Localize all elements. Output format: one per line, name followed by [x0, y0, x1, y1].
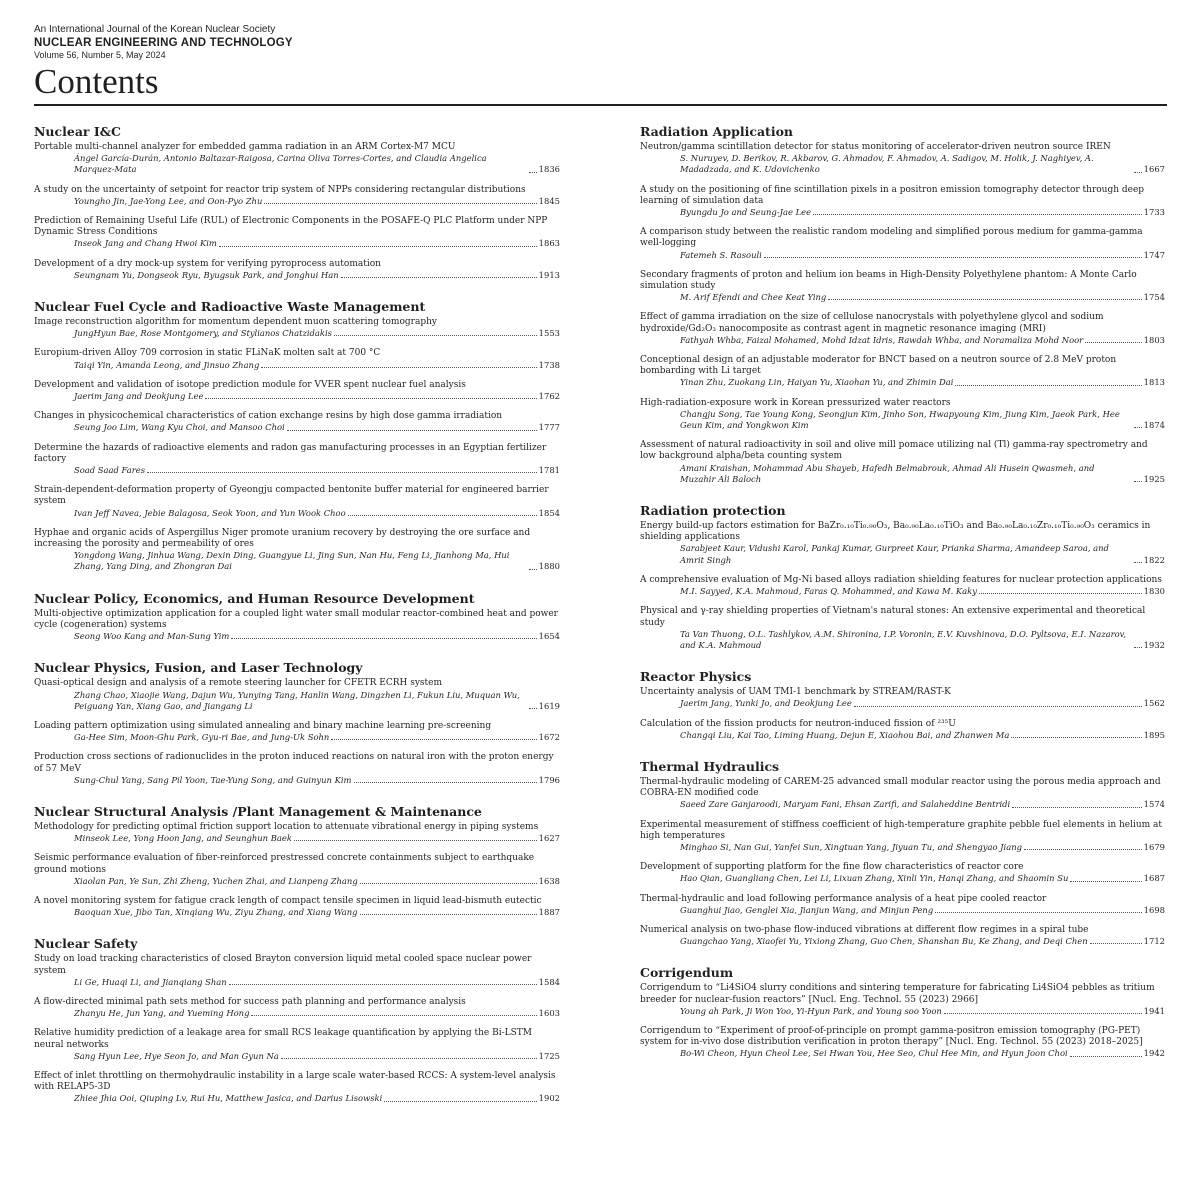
page-number[interactable]: 1698	[1143, 904, 1165, 915]
page-number[interactable]: 1932	[1143, 639, 1165, 650]
page-number[interactable]: 1712	[1143, 936, 1165, 947]
toc-entry[interactable]	[34, 609, 560, 643]
toc-entry[interactable]	[34, 185, 560, 207]
toc-entry[interactable]	[640, 862, 1165, 884]
section-title: Nuclear Policy, Economics, and Human Resource Development	[34, 590, 475, 606]
authors-row	[640, 153, 1165, 175]
authors-row	[34, 631, 560, 642]
article-title[interactable]: Thermal-hydraulic and load following performance analysis of a heat pipe cooled reactor	[640, 893, 1047, 904]
dot-leader	[354, 782, 537, 783]
authors-row	[640, 629, 1165, 651]
article-authors: Amani Kraishan, Mohammad Abu Shayeb, Hafedh Belmabrouk, Ahmad Ali Husein Qwasmeh, and Muzahir Ali Baloch	[680, 462, 1095, 484]
dot-leader	[294, 840, 537, 841]
authors-row	[34, 907, 560, 918]
toc-section	[34, 936, 560, 1104]
article-title[interactable]: Portable multi-channel analyzer for embedded gamma radiation in an ARM Cortex-M7 MCU	[34, 142, 456, 152]
toc-section	[640, 965, 1165, 1059]
toc-entry[interactable]	[640, 521, 1165, 566]
authors-row	[34, 238, 560, 249]
authors-row	[34, 153, 560, 175]
article-title[interactable]: Neutron/gamma scintillation detector for status monitoring of accelerator-driven neutron source IREN	[640, 142, 1111, 152]
dot-leader	[348, 515, 537, 516]
page-number[interactable]: 1687	[1143, 873, 1165, 884]
dot-leader	[935, 912, 1141, 913]
page-title: Contents	[34, 62, 159, 101]
authors-row	[640, 936, 1165, 947]
page-number[interactable]: 1733	[1143, 207, 1165, 218]
authors-row	[34, 508, 560, 519]
authors-row	[640, 799, 1165, 810]
toc-entry[interactable]	[640, 606, 1165, 651]
toc-entry[interactable]	[640, 142, 1165, 176]
authors-row	[34, 196, 560, 207]
toc-entry[interactable]	[640, 440, 1165, 485]
toc-entry[interactable]	[640, 983, 1165, 1017]
dot-leader	[1011, 737, 1141, 738]
article-authors: Jaerim Jang, Yunki Jo, and Deokjung Lee	[680, 698, 852, 709]
article-authors: Ta Van Thuong, O.L. Tashlykov, A.M. Shironina, I.P. Voronin, E.V. Kuvshinova, D.O. Pyltsova, E.I. Nazarov, and K.A. Mahmoud	[680, 628, 1127, 650]
article-title[interactable]: Energy build-up factors estimation for BaZr₀.₁₀Ti₀.₉₀O₃, Ba₀.₉₀La₀.₁₀TiO₃ and Ba₀.₉₀La₀.₁₀Zr₀.₁₀Ti₀.₉₀O₃ ceramics in shielding applications	[640, 521, 1151, 543]
authors-row	[640, 409, 1165, 431]
page-number[interactable]: 1902	[538, 1093, 560, 1104]
toc-section	[34, 591, 560, 643]
page-number[interactable]: 1562	[1143, 698, 1165, 709]
page-number[interactable]: 1781	[538, 465, 560, 476]
page-number[interactable]: 1796	[538, 774, 560, 785]
article-authors: Byungdu Jo and Seung-Jae Lee	[680, 207, 812, 218]
toc-entry[interactable]	[640, 398, 1165, 432]
dot-leader	[360, 914, 537, 915]
article-title[interactable]: Development and validation of isotope prediction module for VVER spent nuclear fuel analysis	[34, 379, 466, 390]
authors-row	[640, 905, 1165, 916]
toc-entry[interactable]	[640, 270, 1165, 304]
article-authors: Young ah Park, Ji Won Yoo, Yi-Hyun Park, and Young soo Yoon	[680, 1005, 942, 1016]
toc-section	[640, 759, 1165, 947]
authors-row	[640, 377, 1165, 388]
section-title: Radiation protection	[640, 503, 786, 519]
article-authors: Li Ge, Huaqi Li, and Jianqiang Shan	[74, 976, 227, 987]
article-authors: Baoquan Xue, Jibo Tan, Xinqiang Wu, Ziyu Zhang, and Xiang Wang	[74, 907, 358, 918]
article-title[interactable]: Seismic performance evaluation of fiber-reinforced prestressed concrete containments subject to earthquake ground motions	[34, 853, 535, 875]
authors-row	[34, 1051, 560, 1062]
toc-entry[interactable]	[640, 719, 1165, 741]
article-title[interactable]: Image reconstruction algorithm for momentum dependent muon scattering tomography	[34, 317, 437, 328]
toc-entry[interactable]	[640, 820, 1165, 854]
article-title[interactable]: Quasi-optical design and analysis of a remote steering launcher for CFETR ECRH system	[34, 678, 443, 689]
page-number[interactable]: 1747	[1143, 249, 1165, 260]
article-title[interactable]: Changes in physicochemical characteristics of cation exchange resins by high dose gamma irradiation	[34, 411, 503, 422]
toc-entry[interactable]	[34, 997, 560, 1019]
toc-entry[interactable]	[640, 1026, 1165, 1060]
dot-leader	[1134, 481, 1142, 482]
toc-entry[interactable]	[34, 317, 560, 339]
toc-entry[interactable]	[34, 528, 560, 573]
article-authors: Ángel García-Durán, Antonio Baltazar-Raigosa, Carina Oliva Torres-Cortes, and Claudia Angelica Marquez-Mata	[74, 153, 487, 175]
authors-row	[640, 698, 1165, 709]
authors-row	[34, 422, 560, 433]
article-title[interactable]: A study on the uncertainty of setpoint for reactor trip system of NPPs considering rectangular distributions	[34, 184, 526, 195]
toc-entry[interactable]	[640, 925, 1165, 947]
dot-leader	[231, 638, 536, 639]
toc-section	[34, 660, 560, 786]
article-title[interactable]: Conceptional design of an adjustable moderator for BNCT based on a neutron source of 2.8 MeV proton bombarding with Li target	[640, 355, 1117, 377]
dot-leader	[1012, 807, 1141, 808]
authors-row	[34, 833, 560, 844]
dot-leader	[264, 203, 536, 204]
authors-row	[640, 730, 1165, 741]
article-authors: Fatemeh S. Rasouli	[680, 249, 762, 260]
page-number[interactable]: 1725	[538, 1050, 560, 1061]
page-number[interactable]: 1738	[538, 359, 560, 370]
authors-row	[640, 463, 1165, 485]
article-title[interactable]: Strain-dependent-deformation property of Gyeongju compacted bentonite buffer material for engineered barrier system	[34, 485, 549, 507]
dot-leader	[764, 257, 1142, 258]
dot-leader	[1134, 562, 1142, 563]
article-authors: Jaerim Jang and Deokjung Lee	[74, 391, 204, 402]
article-title[interactable]: Methodology for predicting optimal friction support location to attenuate vibrational energy in piping systems	[34, 821, 539, 832]
page-number[interactable]: 1925	[1143, 473, 1165, 484]
dot-leader	[854, 706, 1142, 707]
authors-row	[34, 732, 560, 743]
article-authors: Soad Saad Fares	[74, 465, 146, 476]
page-number[interactable]: 1553	[538, 328, 560, 339]
authors-row	[640, 292, 1165, 303]
right-column	[640, 124, 1165, 1069]
page-number[interactable]: 1880	[538, 561, 560, 572]
authors-row	[640, 842, 1165, 853]
article-authors: JungHyun Bae, Rose Montgomery, and Stylianos Chatzidakis	[74, 328, 332, 339]
toc-entry[interactable]	[34, 822, 560, 844]
authors-row	[34, 690, 560, 712]
dot-leader	[1085, 342, 1142, 343]
toc-entry[interactable]	[34, 348, 560, 370]
page-number[interactable]: 1638	[538, 875, 560, 886]
toc-section	[34, 299, 560, 573]
journal-society-line: An International Journal of the Korean Nuclear Society	[34, 24, 276, 35]
page-number[interactable]: 1941	[1143, 1005, 1165, 1016]
volume-info: Volume 56, Number 5, May 2024	[34, 50, 166, 60]
article-authors: Ga-Hee Sim, Moon-Ghu Park, Gyu-ri Bae, and Jung-Uk Sohn	[74, 732, 330, 743]
dot-leader	[205, 398, 536, 399]
toc-entry[interactable]	[640, 355, 1165, 389]
page-number[interactable]: 1762	[538, 391, 560, 402]
article-authors: Changju Song, Tae Young Kong, Seongjun Kim, Jinho Son, Hwapyoung Kim, Jiung Kim, Jaeok Park, Hee Geun Kim, and Yongkwon Kim	[680, 408, 1120, 431]
article-title[interactable]: Corrigendum to “Li4SiO4 slurry conditions and sintering temperature for fabricating Li4SiO4 pebbles as tritium breeder for nuclear-fusion reactors” [Nucl. Eng. Technol. 55 (2023) 2966]	[640, 983, 1155, 1005]
article-authors: Fathyah Whba, Faizal Mohamed, Mohd Idzat Idris, Rawdah Whba, and Noramaliza Mohd Noor	[680, 334, 1084, 345]
article-authors: S. Nuruyev, D. Berikov, R. Akbarov, G. Ahmadov, F. Ahmadov, A. Sadigov, M. Holik, J. Naghiyev, A. Madadzada, and K. Udovichenko	[680, 153, 1094, 175]
toc-entry[interactable]	[640, 777, 1165, 811]
section-title: Radiation Application	[640, 124, 793, 139]
article-authors: Hao Qian, Guangliang Chen, Lei Li, Lixuan Zhang, Xinli Yin, Hanqi Zhang, and Shaomin Su	[680, 873, 1069, 884]
article-authors: Bo-Wi Cheon, Hyun Cheol Lee, Sei Hwan You, Hee Seo, Chul Hee Min, and Hyun Joon Choi	[680, 1048, 1068, 1059]
article-title[interactable]: Production cross sections of radionuclides in the proton induced reactions on natural iron with the proton energy of 57 MeV	[34, 752, 554, 774]
article-authors: Seung Joo Lim, Wang Kyu Choi, and Mansoo Choi	[74, 422, 285, 433]
article-title[interactable]: Multi-objective optimization application for a coupled light water small modular reactor-combined heat and power cycle (cogeneration) systems	[34, 608, 558, 630]
dot-leader	[979, 593, 1142, 594]
article-authors: Youngho Jin, Jae-Yong Lee, and Oon-Pyo Zhu	[74, 195, 263, 206]
dot-leader	[251, 1015, 536, 1016]
toc-entry[interactable]	[34, 678, 560, 712]
page-number[interactable]: 1830	[1143, 586, 1165, 597]
article-title[interactable]: Experimental measurement of stiffness coefficient of high-temperature graphite pebble fuel elements in helium at high temperatures	[640, 819, 1163, 841]
toc-entry[interactable]	[34, 954, 560, 988]
article-title[interactable]: Europium-driven Alloy 709 corrosion in static FLiNaK molten salt at 700 °C	[34, 348, 381, 359]
page-number[interactable]: 1679	[1143, 841, 1165, 852]
page-number[interactable]: 1667	[1143, 164, 1165, 175]
page-number[interactable]: 1874	[1143, 420, 1165, 431]
article-authors: Sarabjeet Kaur, Vidushi Karol, Pankaj Kumar, Gurpreet Kaur, Prianka Sharma, Amandeep Saroa, and Amrit Singh	[680, 543, 1109, 565]
article-title[interactable]: Secondary fragments of proton and helium ion beams in High-Density Polyethylene phantom: A Monte Carlo simulation study	[640, 269, 1137, 292]
dot-leader	[341, 277, 537, 278]
toc-entry[interactable]	[640, 687, 1165, 709]
page-number[interactable]: 1863	[538, 238, 560, 249]
article-title[interactable]: Effect of gamma irradiation on the size of cellulose nanocrystals with polyethylene glycol and sodium hydroxide/Gd₂O₃ nanocomposite as contrast agent in magnetic resonance imaging (MRI)	[640, 312, 1104, 334]
article-authors: Zhanyu He, Jun Yang, and Yueming Hong	[74, 1008, 250, 1019]
article-title[interactable]: A comparison study between the realistic random modeling and simplified porous medium for gamma-gamma well-logging	[640, 227, 1143, 249]
authors-row	[34, 1008, 560, 1019]
authors-row	[34, 1093, 560, 1104]
article-authors: Minghao Si, Nan Gui, Yanfei Sun, Xingtuan Yang, Jiyuan Tu, and Shengyao Jiang	[680, 841, 1022, 852]
section-title: Nuclear I&C	[34, 124, 121, 139]
article-authors: Sang Hyun Lee, Hye Seon Jo, and Man Gyun Na	[74, 1050, 279, 1061]
article-title[interactable]: Hyphae and organic acids of Aspergillus Niger promote uranium recovery by destroying the ore surface and increasing the porosity and permeability of ores	[34, 527, 531, 550]
page-number[interactable]: 1813	[1143, 377, 1165, 388]
article-title[interactable]: A novel monitoring system for fatigue crack length of compact tensile specimen in liquid lead-bismuth eutectic	[34, 895, 542, 906]
page-number[interactable]: 1887	[538, 907, 560, 918]
toc-entry[interactable]	[34, 721, 560, 743]
page-number[interactable]: 1895	[1143, 729, 1165, 740]
section-title: Thermal Hydraulics	[640, 758, 780, 774]
authors-row	[34, 550, 560, 572]
toc-entry[interactable]	[34, 485, 560, 519]
section-title: Reactor Physics	[640, 669, 752, 685]
authors-row	[640, 543, 1165, 565]
article-authors: Taiqi Yin, Amanda Leong, and Jinsuo Zhang	[74, 359, 260, 370]
authors-row	[34, 391, 560, 402]
article-title[interactable]: A comprehensive evaluation of Mg-Ni based alloys radiation shielding features for nuclear protection applications	[640, 574, 1162, 585]
article-title[interactable]: Corrigendum to “Experiment of proof-of-principle on prompt gamma-positron emission tomography (PG-PET) system for in-vivo dose distribution verification in proton therapy” [Nucl. Eng. Technol. 55 (2023) 2018–2025]	[640, 1025, 1143, 1048]
journal-header	[34, 24, 1168, 101]
dot-leader	[334, 335, 537, 336]
authors-row	[34, 465, 560, 476]
article-authors: Changqi Liu, Kai Tao, Liming Huang, Dejun E, Xiaohou Bai, and Zhanwen Ma	[680, 729, 1010, 740]
article-authors: Zhang Chao, Xiaojie Wang, Dajun Wu, Yunying Tang, Hanlin Wang, Dingzhen Li, Fukun Liu, Muquan Wu, Peiguang Yan, Xiang Gao, and Jiangang Li	[74, 689, 520, 711]
toc-entry[interactable]	[34, 443, 560, 477]
article-authors: Inseok Jang and Chang Hwoi Kim	[74, 238, 217, 249]
dot-leader	[1070, 1056, 1142, 1057]
article-authors: Yongdong Wang, Jinhua Wang, Dexin Ding, Guangyue Li, Jing Sun, Nan Hu, Feng Li, Jianhong Ma, Hui Zhang, Yang Ding, and Zhongran Dai	[74, 550, 510, 572]
page-number[interactable]: 1913	[538, 269, 560, 280]
dot-leader	[944, 1013, 1142, 1014]
page-number[interactable]: 1942	[1143, 1048, 1165, 1059]
article-authors: Seungnam Yu, Dongseok Ryu, Byugsuk Park, and Jonghui Han	[74, 269, 339, 280]
toc-entry[interactable]	[34, 1028, 560, 1062]
article-title[interactable]: Physical and γ-ray shielding properties of Vietnam's natural stones: An extensive experimental and theoretical study	[640, 606, 1146, 628]
article-title[interactable]: Numerical analysis on two-phase flow-induced vibrations at different flow regimes in a spiral tube	[640, 924, 1089, 935]
authors-row	[640, 250, 1165, 261]
dot-leader	[1024, 849, 1142, 850]
toc-entry[interactable]	[640, 312, 1165, 346]
dot-leader	[147, 472, 537, 473]
dot-leader	[955, 385, 1141, 386]
authors-row	[34, 328, 560, 339]
page-number[interactable]: 1803	[1143, 334, 1165, 345]
authors-row	[640, 873, 1165, 884]
article-title[interactable]: Loading pattern optimization using simulated annealing and binary machine learning pre-screening	[34, 720, 492, 731]
authors-row	[640, 335, 1165, 346]
page-number[interactable]: 1574	[1143, 799, 1165, 810]
section-title: Nuclear Structural Analysis /Plant Management & Maintenance	[34, 803, 482, 819]
toc-entry[interactable]	[640, 575, 1165, 597]
section-title: Nuclear Physics, Fusion, and Laser Technology	[34, 660, 363, 676]
authors-row	[640, 1048, 1165, 1059]
dot-leader	[1090, 943, 1142, 944]
article-authors: Saeed Zare Ganjaroodi, Maryam Fani, Ehsan Zarifi, and Salaheddine Bentridi	[680, 799, 1011, 810]
dot-leader	[384, 1101, 536, 1102]
page-number[interactable]: 1603	[538, 1008, 560, 1019]
article-authors: Seong Woo Kang and Man-Sung Yim	[74, 631, 230, 642]
dot-leader	[529, 569, 537, 570]
article-authors: Guangchao Yang, Xiaofei Yu, Yixiong Zhang, Guo Chen, Shanshan Bu, Ke Zhang, and Deqi Chen	[680, 936, 1088, 947]
authors-row	[34, 360, 560, 371]
toc-entry[interactable]	[34, 853, 560, 887]
toc-entry[interactable]	[640, 894, 1165, 916]
dot-leader	[229, 984, 537, 985]
dot-leader	[360, 883, 537, 884]
dot-leader	[287, 430, 537, 431]
dot-leader	[828, 299, 1141, 300]
authors-row	[34, 270, 560, 281]
article-authors: M.I. Sayyed, K.A. Mahmoud, Faras Q. Mohammed, and Kawa M. Kaky	[680, 586, 977, 597]
section-title: Nuclear Fuel Cycle and Radioactive Waste Management	[34, 299, 426, 315]
article-title[interactable]: Thermal-hydraulic modeling of CAREM-25 advanced small modular reactor using the porous media approach and COBRA-EN modified code	[640, 776, 1161, 799]
toc-entry[interactable]	[34, 259, 560, 281]
toc-entry[interactable]	[34, 216, 560, 250]
page-number[interactable]: 1845	[538, 195, 560, 206]
page-number[interactable]: 1584	[538, 976, 560, 987]
section-title: Nuclear Safety	[34, 936, 138, 952]
toc-section	[34, 124, 560, 281]
left-column	[34, 124, 560, 1114]
toc-entry[interactable]	[34, 380, 560, 402]
article-title[interactable]: Development of a dry mock-up system for verifying pyroprocess automation	[34, 258, 381, 269]
dot-leader	[529, 172, 537, 173]
article-authors: Guanghui Jiao, Genglei Xia, Jianjun Wang, and Minjun Peng	[680, 904, 934, 915]
article-authors: M. Arif Efendi and Chee Keat Ying	[680, 292, 827, 303]
page-number[interactable]: 1672	[538, 732, 560, 743]
authors-row	[640, 207, 1165, 218]
header-rule	[34, 104, 1167, 106]
page-number[interactable]: 1654	[538, 631, 560, 642]
article-authors: Yinan Zhu, Zuokang Lin, Haiyan Yu, Xiaohan Yu, and Zhimin Dai	[680, 377, 954, 388]
toc-entry[interactable]	[34, 896, 560, 918]
page-number[interactable]: 1836	[538, 164, 560, 175]
toc-entry[interactable]	[640, 185, 1165, 219]
dot-leader	[529, 708, 537, 709]
authors-row	[34, 876, 560, 887]
authors-row	[34, 775, 560, 786]
dot-leader	[331, 739, 536, 740]
dot-leader	[813, 214, 1142, 215]
section-title: Corrigendum	[640, 965, 734, 981]
article-title[interactable]: A flow-directed minimal path sets method for success path planning and performance analysis	[34, 996, 466, 1007]
page-number[interactable]: 1619	[538, 700, 560, 711]
article-authors: Sung-Chul Yang, Sang Pil Yoon, Tae-Yung Song, and Guinyun Kim	[74, 774, 352, 785]
article-title[interactable]: A study on the positioning of fine scintillation pixels in a positron emission tomography detector through deep learning of simulation data	[640, 184, 1145, 206]
article-title[interactable]: Study on load tracking characteristics of closed Brayton conversion liquid metal cooled space nuclear power system	[34, 954, 532, 976]
dot-leader	[219, 246, 537, 247]
article-title[interactable]: High-radiation-exposure work in Korean pressurized water reactors	[640, 397, 951, 408]
authors-row	[640, 1006, 1165, 1017]
article-authors: Xiaolan Pan, Ye Sun, Zhi Zheng, Yuchen Zhai, and Lianpeng Zhang	[74, 875, 358, 886]
toc-section	[640, 669, 1165, 741]
dot-leader	[281, 1058, 537, 1059]
article-authors: Minseok Lee, Yong Hoon Jang, and Seunghun Baek	[74, 833, 292, 844]
authors-row	[640, 586, 1165, 597]
toc-entry[interactable]	[34, 752, 560, 786]
article-title[interactable]: Prediction of Remaining Useful Life (RUL) of Electronic Components in the POSAFE-Q PLC Platform under NPP Dynamic Stress Conditions	[34, 216, 548, 238]
page-number[interactable]: 1822	[1143, 554, 1165, 565]
toc-section	[640, 124, 1165, 485]
page-number[interactable]: 1754	[1143, 292, 1165, 303]
page-number[interactable]: 1854	[538, 507, 560, 518]
page-number[interactable]: 1627	[538, 833, 560, 844]
article-title[interactable]: Effect of inlet throttling on thermohydraulic instability in a large scale water-based RCCS: A system-level analysis with RELAP5-3D	[34, 1070, 556, 1093]
toc-entry[interactable]	[34, 1071, 560, 1105]
article-title[interactable]: Relative humidity prediction of a leakage area for small RCS leakage quantification by applying the Bi-LSTM neural networks	[34, 1028, 532, 1050]
page-number[interactable]: 1777	[538, 422, 560, 433]
dot-leader	[1070, 881, 1141, 882]
article-title[interactable]: Determine the hazards of radioactive elements and radon gas manufacturing processes in an Egyptian fertilizer factory	[34, 442, 547, 464]
article-title[interactable]: Uncertainty analysis of UAM TMI-1 benchmark by STREAM/RAST-K	[640, 687, 951, 698]
article-authors: Ivan Jeff Navea, Jebie Balagosa, Seok Yoon, and Yun Wook Choo	[74, 507, 346, 518]
dot-leader	[1134, 427, 1142, 428]
dot-leader	[1134, 647, 1142, 648]
article-title[interactable]: Calculation of the fission products for neutron-induced fission of ²³⁵U	[640, 718, 956, 729]
toc-entry[interactable]	[34, 411, 560, 433]
dot-leader	[261, 367, 536, 368]
toc-entry[interactable]	[34, 142, 560, 176]
article-title[interactable]: Development of supporting platform for the fine flow characteristics of reactor core	[640, 862, 1024, 873]
article-title[interactable]: Assessment of natural radioactivity in soil and olive mill pomace utilizing nal (Tl) gamma-ray spectrometry and low background alpha/beta counting system	[640, 440, 1148, 462]
toc-entry[interactable]	[640, 227, 1165, 261]
authors-row	[34, 977, 560, 988]
article-authors: Zhiee Jhia Ooi, Qiuping Lv, Rui Hu, Matthew Jasica, and Darius Lisowski	[74, 1093, 383, 1104]
dot-leader	[1134, 172, 1142, 173]
journal-name: NUCLEAR ENGINEERING AND TECHNOLOGY	[34, 37, 293, 49]
toc-section	[640, 503, 1165, 651]
toc-section	[34, 804, 560, 918]
